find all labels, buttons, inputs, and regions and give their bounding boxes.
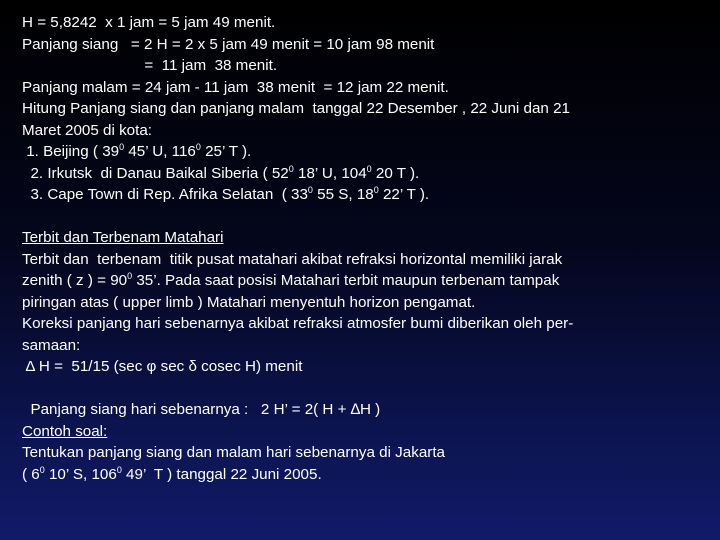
- text-line: = 11 jam 38 menit.: [22, 57, 278, 74]
- blank-line: [22, 206, 712, 228]
- text-line: Koreksi panjang hari sebenarnya akibat refraksi atmosfer bumi diberikan oleh per-: [22, 315, 574, 332]
- city-item-irkutsk: 2. Irkutsk di Danau Baikal Siberia ( $52^0$ 18’ U, $104^0$ 20 T ).: [22, 163, 420, 182]
- blank-line: [22, 378, 712, 400]
- example-heading: Contoh soal:: [22, 422, 108, 440]
- city-item-beijing: 1. Beijing ( $39^0$ 45’ U, $116^0$ 25’ T ).: [22, 142, 252, 160]
- formula-line: Δ H = 51/15 (sec φ sec δ cosec H) menit: [22, 358, 303, 375]
- section-heading: Terbit dan Terbenam Matahari: [22, 229, 224, 246]
- text-line: Hitung Panjang siang dan panjang malam tanggal 22 Desember , 22 Juni dan 21: [22, 100, 570, 117]
- text-line: ( $6^0$ 10’ S, $106^0$ 49’ T ) tanggal 22 Juni 2005.: [22, 464, 322, 483]
- text-line: Terbit dan terbenam titik pusat matahari akibat refraksi horizontal memiliki jarak: [22, 250, 563, 268]
- text-line: H = 5,8242 x 1 jam = 5 jam 49 menit.: [22, 14, 276, 31]
- text-line: piringan atas ( upper limb ) Matahari menyentuh horizon pengamat.: [22, 293, 476, 311]
- text-line: Tentukan panjang siang dan malam hari sebenarnya di Jakarta: [22, 444, 445, 461]
- text-line: zenith ( z ) = $90^0$ 35’. Pada saat posisi Matahari terbit maupun terbenam tampak: [22, 271, 560, 289]
- text-line: Panjang malam = 24 jam - 11 jam 38 menit = 12 jam 22 menit.: [22, 78, 449, 96]
- text-line: samaan:: [22, 336, 81, 354]
- text-line: Maret 2005 di kota:: [22, 121, 153, 139]
- formula-line: Panjang siang hari sebenarnya : 2 H’ = 2( H + ∆H ): [22, 401, 381, 418]
- slide-content: [22, 12, 712, 485]
- city-item-cape-town: 3. Cape Town di Rep. Afrika Selatan ( $33^0$ 55 S, $18^0$ 22’ T ).: [22, 185, 430, 203]
- text-line: Panjang siang = 2 H = 2 x 5 jam 49 menit = 10 jam 98 menit: [22, 35, 435, 53]
